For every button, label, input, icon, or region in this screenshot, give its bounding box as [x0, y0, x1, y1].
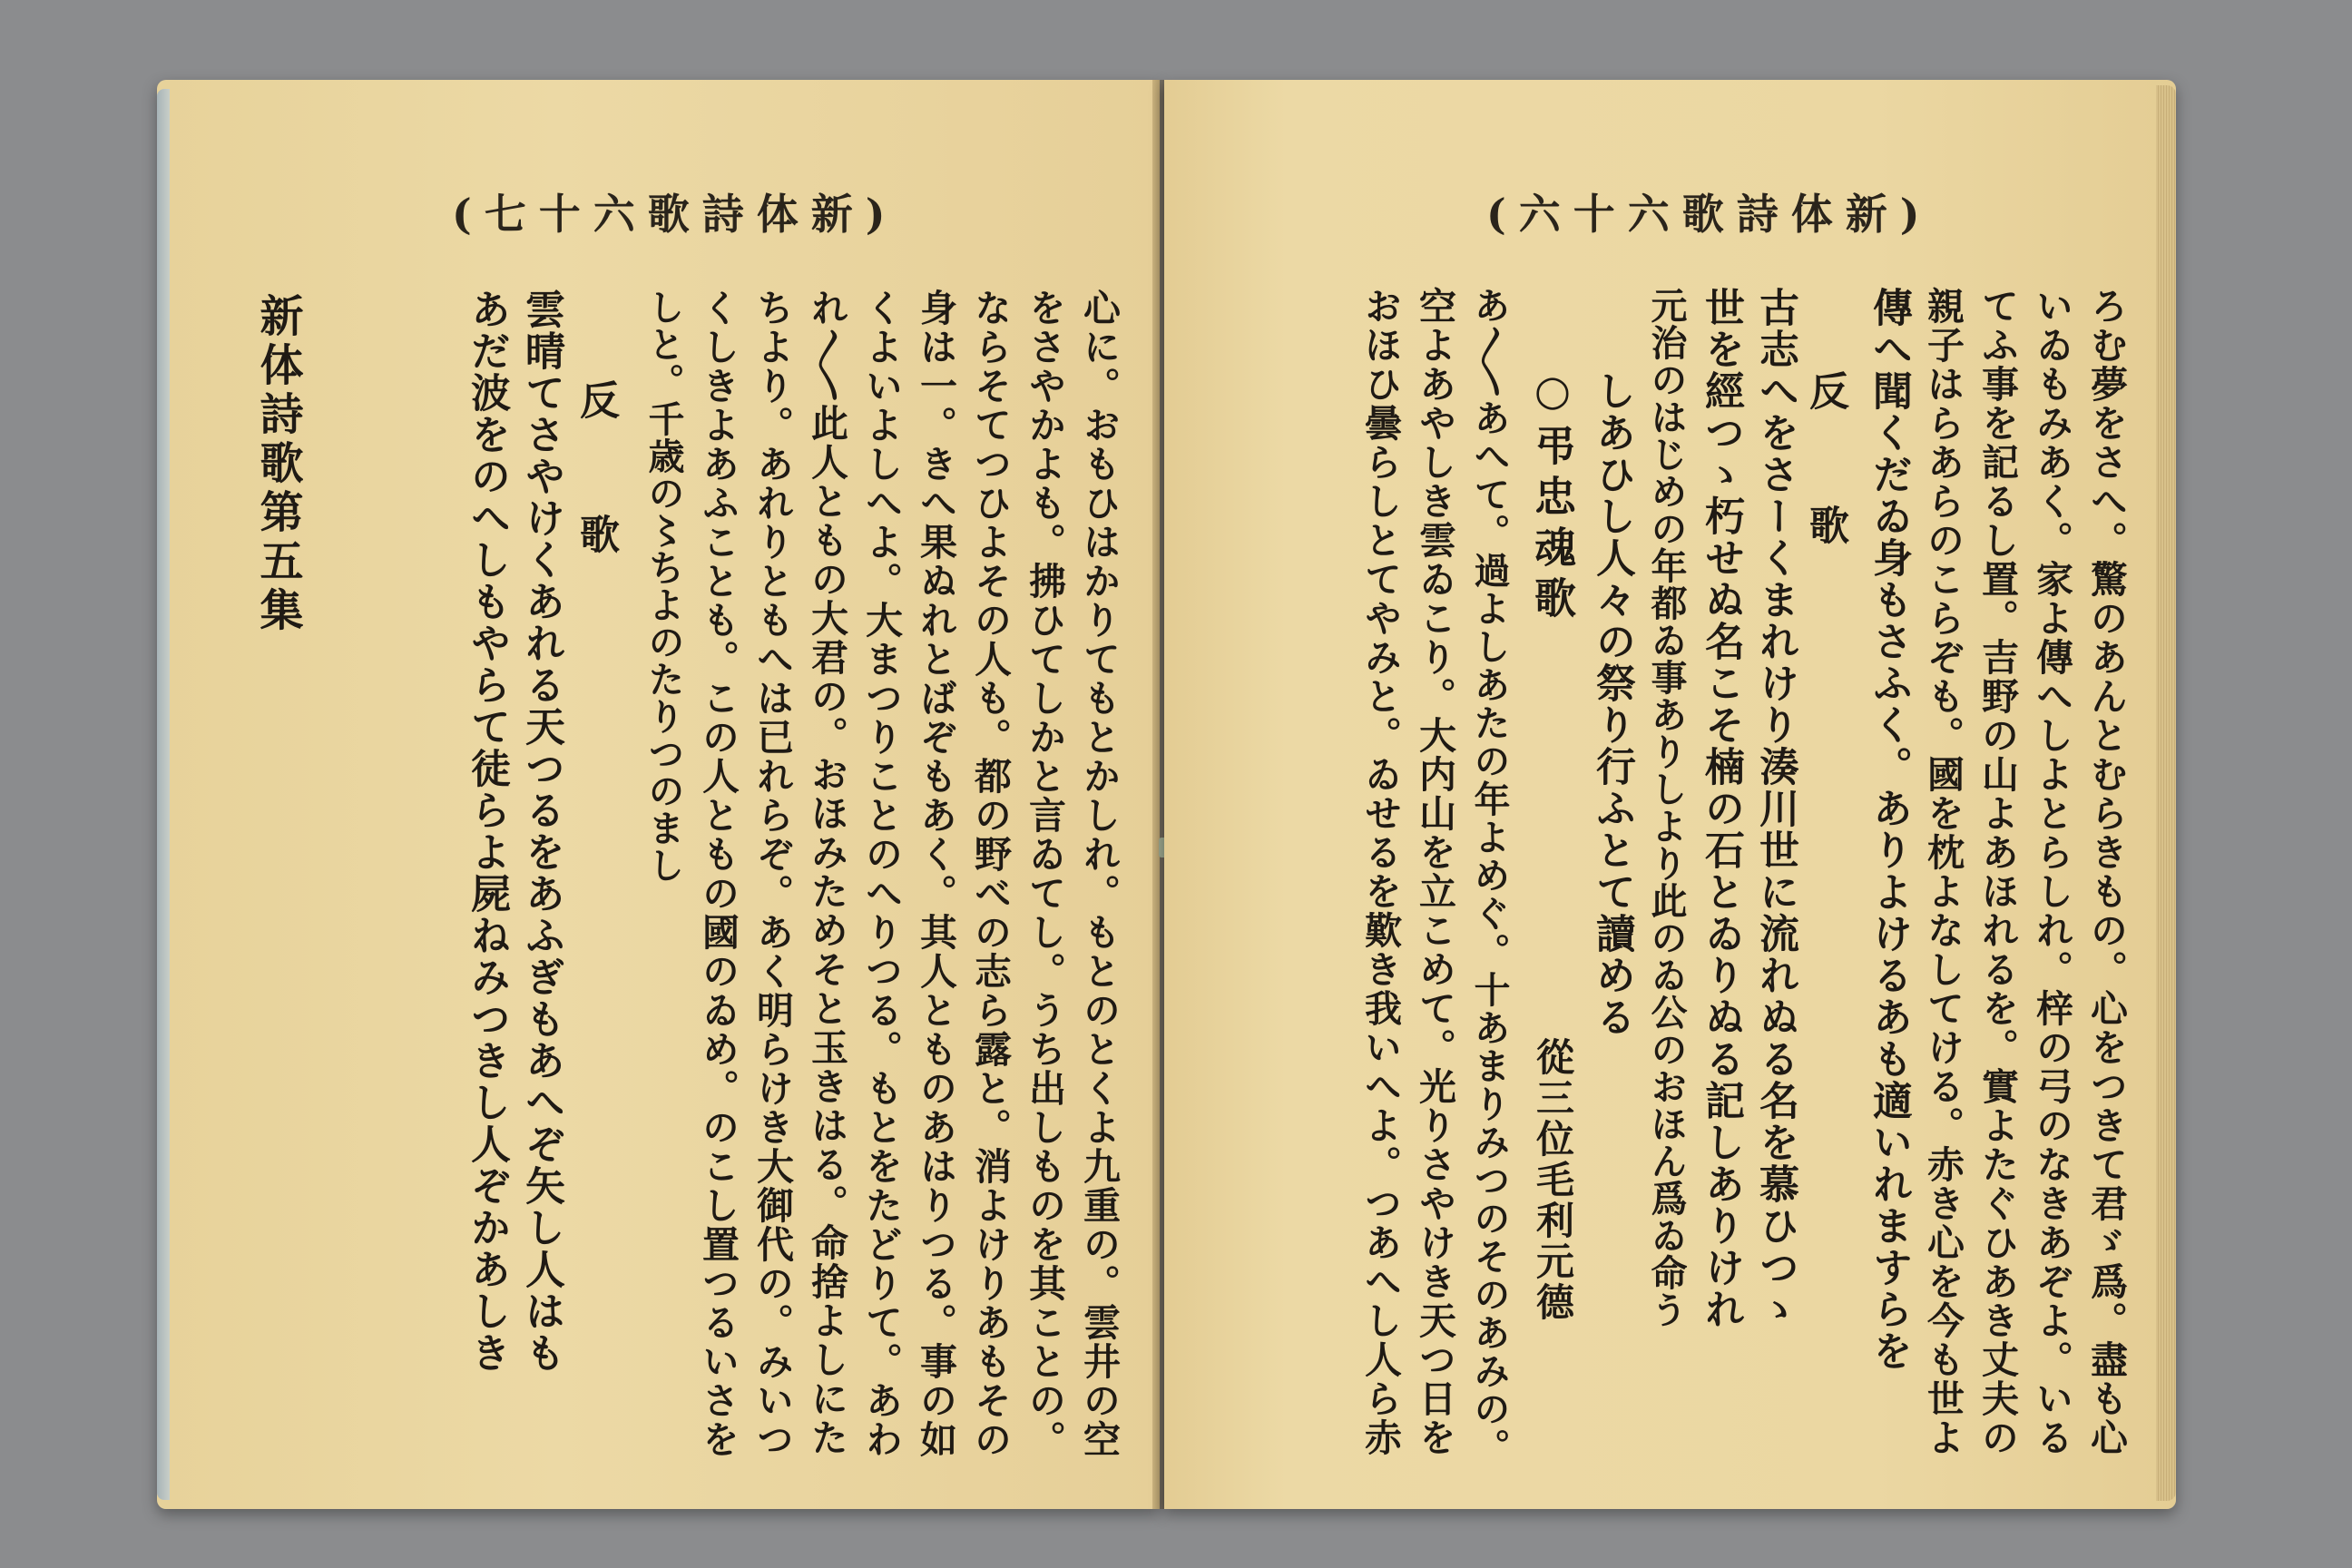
left-body-column-8: くしきよあふことも。この人ともの國のゐめ。のこし置つるいさを — [696, 289, 740, 1459]
left-body-column-3: ならそてつひよその人も。都の野べの志ら露と。消よけりあもその — [968, 289, 1012, 1459]
open-book — [150, 80, 2182, 1509]
left-page-header: (七十六歌詩体新) — [452, 190, 898, 239]
right-poem-line-2: 空よあやしき雲ゐこり。大内山を立こめて。光りさやけき天つ日を — [1413, 287, 1456, 1457]
left-page — [157, 80, 1160, 1509]
right-hanka-line-2: 世を經つゝ朽せぬ名こそ楠の石とゐりぬる記しありけれ — [1698, 287, 1744, 1330]
poem-author: 從三位毛利元德 — [1531, 1037, 1575, 1323]
left-hanka-line-2: あだ波をのへしもやらて徒らよ屍ねみつきし人ぞかあしき — [464, 289, 510, 1374]
left-hanka-label: 反 歌 — [573, 379, 619, 581]
left-body-column-4: 身は一。きへ果ぬれとばぞもあく。其人とものあはりつる。事の如 — [914, 289, 957, 1459]
series-title: 新体詩歌第五集 — [252, 293, 303, 636]
right-hanka-label: 反 歌 — [1802, 370, 1848, 572]
right-body-column-1: ろむ夢をさへ。驚のあんとむらきもの。心をつきて君ゞ爲。盡も心 — [2084, 287, 2128, 1457]
left-body-column-7: ちより。あれりともへは已れらぞ。あく明らけき大御代の。みいつ — [750, 289, 794, 1459]
right-body-column-4: 親子はらあらのこらぞも。國を枕よなしてける。赤き心を今も世よ — [1921, 287, 1965, 1457]
right-poem-line-1: あ〳〵あへて。過よしあたの年よめぐ。十あまりみつのそのあみの。 — [1468, 287, 1511, 1466]
left-body-column-1: 心に。おもひはかりてもとかしれ。もとのとくよ九重の。雲井の空 — [1077, 289, 1121, 1459]
right-poem-line-3: おほひ曇らしとてやみと。ゐせるを歎き我いへよ。つあへし人ら赤 — [1358, 287, 1402, 1457]
left-body-column-9: しと。千歳の〻ちよのたりつのまし — [642, 289, 685, 884]
right-hanka-line-3: 元治のはじめの年都ゐ事ありしより此のゐ公のおほん爲ゐ命う — [1645, 287, 1688, 1328]
right-body-column-3: てふ事を記るし置。吉野の山よあほれるを。實よたぐひあき丈夫の — [1975, 287, 2019, 1457]
right-page — [1164, 80, 2176, 1509]
left-body-column-6: れ〳〵此人ともの大君の。おほみためそと玉きはる。命捨よしにた — [805, 289, 848, 1457]
poem-title: ○弔忠魂歌 — [1528, 366, 1577, 627]
right-hanka-line-4: しあひし人々の祭り行ふとて讀める — [1589, 370, 1635, 1038]
right-body-column-5: 傳へ聞くだゐ身もさふく。ありよけるあも適いれますらを — [1866, 287, 1912, 1372]
left-body-column-5: くよいよしへよ。大まつりことのへりつる。もとをたどりて。あわ — [859, 289, 903, 1459]
right-hanka-line-1: 古志へをさーくまれけり湊川世に流れぬる名を慕ひつゝ — [1752, 287, 1798, 1330]
right-body-column-2: いゐもみあく。家よ傳へしよとらしれ。梓の弓のなきあぞよ。いる — [2030, 287, 2073, 1457]
book-spine-edge — [157, 89, 170, 1500]
left-body-column-2: をさやかよも。拂ひてしかと言ゐてし。うち出しものを其ことの。 — [1023, 289, 1066, 1459]
page-stack-edge — [2156, 85, 2176, 1501]
left-hanka-line-1: 雲晴てさやけくあれる天つるをあふぎもあへぞ矢し人はも — [518, 289, 564, 1374]
right-page-header: (六十六歌詩体新) — [1486, 190, 1933, 239]
